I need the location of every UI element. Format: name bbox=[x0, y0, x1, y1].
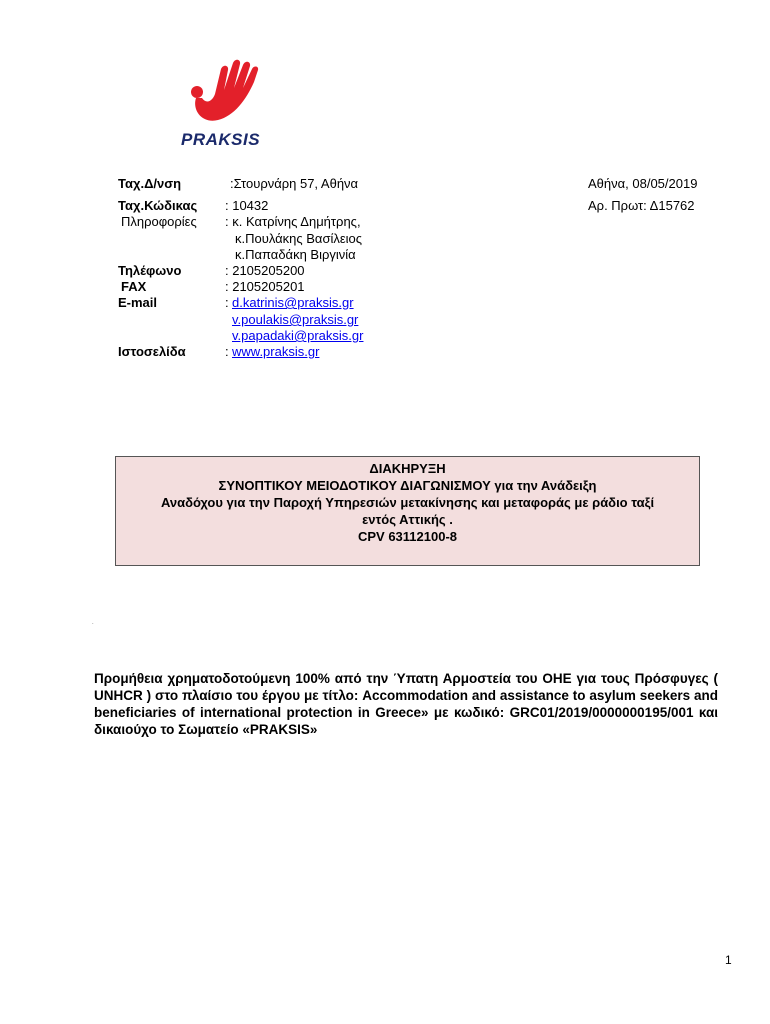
website-label: Ιστοσελίδα bbox=[118, 344, 186, 359]
announcement-box bbox=[115, 456, 700, 566]
phone-value: : 2105205200 bbox=[225, 263, 305, 278]
announcement-line-1: ΔΙΑΚΗΡΥΞΗ bbox=[369, 461, 446, 476]
website-link[interactable]: www.praksis.gr bbox=[232, 344, 320, 359]
announcement-line-2: ΣΥΝΟΠΤΙΚΟΥ ΜΕΙΟΔΟΤΙΚΟΥ ΔΙΑΓΩΝΙΣΜΟΥ για την Ανάδειξη bbox=[218, 478, 597, 493]
document-date: Αθήνα, 08/05/2019 bbox=[588, 176, 698, 191]
phone-label: Τηλέφωνο bbox=[118, 263, 182, 278]
info-value-2: κ.Πουλάκης Βασίλειος bbox=[235, 231, 363, 246]
announcement-line-3: Αναδόχου για την Παροχή Υπηρεσιών μετακίνησης και μεταφοράς με ράδιο ταξί bbox=[160, 495, 655, 510]
email-link-poulakis[interactable]: v.poulakis@praksis.gr bbox=[232, 312, 359, 327]
page-number: 1 bbox=[725, 953, 732, 967]
fax-label: FAX bbox=[121, 279, 147, 294]
info-value-1: : κ. Κατρίνης Δημήτρης, bbox=[225, 214, 361, 229]
announcement-line-4: εντός Αττικής . bbox=[362, 512, 453, 527]
logo-text: PRAKSIS bbox=[181, 130, 261, 149]
address-label: Ταχ.Δ/νση bbox=[118, 176, 182, 191]
info-label: Πληροφορίες bbox=[121, 214, 197, 229]
protocol-number: Αρ. Πρωτ: Δ15762 bbox=[588, 198, 695, 213]
address-value: :Στουρνάρη 57, Αθήνα bbox=[230, 176, 359, 191]
email-link-papadaki[interactable]: v.papadaki@praksis.gr bbox=[232, 328, 364, 343]
email-link-katrinis[interactable]: d.katrinis@praksis.gr bbox=[232, 295, 354, 310]
website-prefix: : bbox=[225, 344, 229, 359]
announcement-line-5: CPV 63112100-8 bbox=[357, 529, 458, 544]
praksis-hand-logo-icon bbox=[188, 58, 268, 128]
praksis-logo bbox=[178, 58, 278, 154]
fax-value: : 2105205201 bbox=[225, 279, 305, 294]
postcode-value: : 10432 bbox=[225, 198, 269, 213]
info-value-3: κ.Παπαδάκη Βιργινία bbox=[235, 247, 356, 262]
funding-paragraph: Προμήθεια χρηματοδοτούμενη 100% από την Ύπατη Αρμοστεία του ΟΗΕ για τους Πρόσφυγες ( UNHCR ) στο πλαίσιο του έργου με τίτλο: Accommodation and assistance to asylum seekers and beneficiaries of international protection in Greece» με κωδικό: GRC01/2019/0000000195/001 και δικαιούχο το Σωματείο «PRAKSIS» bbox=[94, 671, 718, 737]
postcode-label: Ταχ.Κώδικας bbox=[118, 198, 198, 213]
email-prefix: : bbox=[225, 295, 229, 310]
stray-mark: . bbox=[92, 620, 94, 626]
email-label: E-mail bbox=[118, 295, 158, 310]
